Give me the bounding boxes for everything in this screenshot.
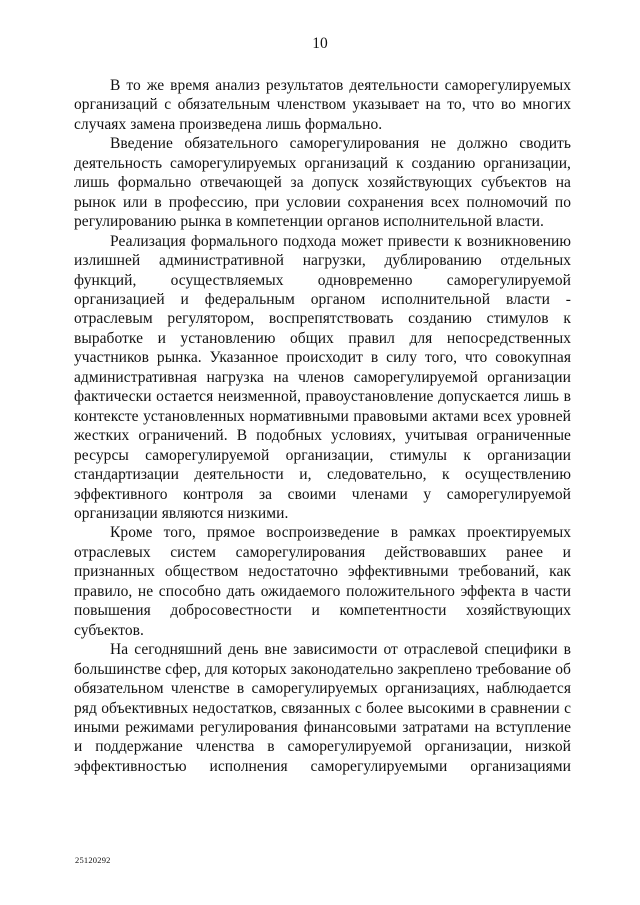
paragraph-1: В то же время анализ результатов деятельности саморегулируемых организаций с обязательным членством указывает на то, что во многих случаях замена произведена лишь формально. <box>74 77 571 133</box>
page-number: 10 <box>312 35 328 52</box>
paragraph-5: На сегодняшний день вне зависимости от отраслевой специфики в большинстве сфер, для которых законодательно закреплено требование об обязательном членстве в саморегулируемых организациях, наблюдается ряд объективных недостатков, связанных с более высокими в сравнении с иными режимами регулирования финансовыми затратами на вступление и поддержание членства в саморегулируемой организации, низкой эффективностью исполнения саморегулируемыми организациями <box>74 641 571 775</box>
document-code: 25120292 <box>75 855 111 865</box>
paragraph-2: Введение обязательного саморегулирования не должно сводить деятельность саморегулируемых организаций к созданию организации, лишь формально отвечающей за допуск хозяйствующих субъектов на рынок или в профессию, при условии сохранения всех полномочий по регулированию рынка в компетенции органов исполнительной власти. <box>74 135 571 231</box>
paragraph-3: Реализация формального подхода может привести к возникновению излишней административной нагрузки, дублированию отдельных функций, осуществляемых одновременно саморегулируемой организацией и федеральным органом исполнительной власти - отраслевым регулятором, воспрепятствовать созданию стимулов к выработке и установлению общих правил для непосредственных участников рынка. Указанное происходит в силу того, что совокупная административная нагрузка на членов саморегулируемой организации фактически остается неизменной, правоустановление допускается лишь в контексте установленных нормативными правовыми актами всех уровней жестких ограничений. В подобных условиях, учитывая ограниченные ресурсы саморегулируемой организации, стимулы к организации стандартизации деятельности и, следовательно, к осуществлению эффективного контроля за своими членами у саморегулируемой организации являются низкими. <box>74 232 571 522</box>
document-body <box>74 76 571 776</box>
paragraph-4: Кроме того, прямое воспроизведение в рамках проектируемых отраслевых систем саморегулирования действовавших ранее и признанных обществом недостаточно эффективными требований, как правило, не способно дать ожидаемого положительного эффекта в части повышения добросовестности и компетентности хозяйствующих субъектов. <box>74 524 571 639</box>
